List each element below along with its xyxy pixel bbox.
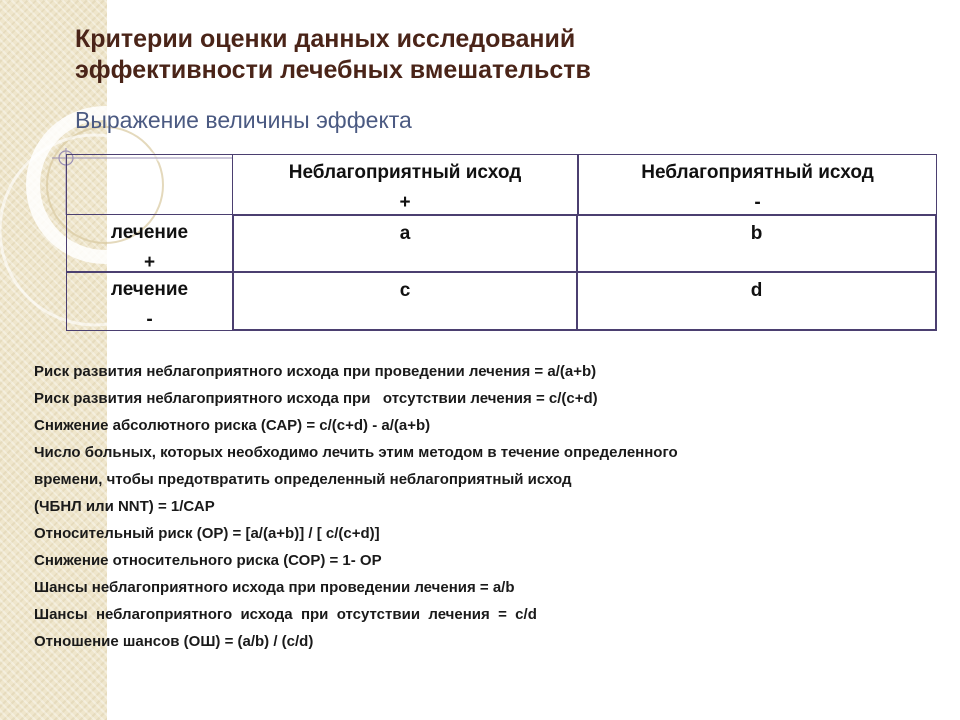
row-2-label-line-2: - [146, 309, 153, 330]
formula-line: Риск развития неблагоприятного исхода при проведении лечения = a/(a+b) [34, 363, 597, 380]
formula-line: времени, чтобы предотвратить определенный неблагоприятный исход [34, 471, 572, 488]
cell-b-value: b [750, 223, 763, 244]
formula-line: Отношение шансов (ОШ) = (a/b) / (c/d) [34, 633, 314, 650]
formula-line: Шансы неблагоприятного исхода при проведении лечения = a/b [34, 579, 515, 596]
title-line-2: эффективности лечебных вмешательств [75, 56, 591, 84]
formula-line: Шансы неблагоприятного исхода при отсутствии лечения = c/d [34, 606, 537, 623]
slide-subtitle: Выражение величины эффекта [75, 107, 412, 133]
header-2-line-2: - [754, 192, 761, 213]
table-frame-left-line [66, 154, 67, 214]
row-2-label-line-1: лечение [110, 279, 189, 300]
row-1-label-line-2: + [143, 252, 156, 273]
table-cell-c [232, 271, 578, 331]
cell-d-value: d [750, 280, 763, 301]
formula-line: Риск развития неблагоприятного исхода при отсутствии лечения = c/(c+d) [34, 390, 598, 407]
table-header-cell-1 [232, 154, 578, 216]
cell-c-value: c [399, 280, 411, 301]
formula-line: Число больных, которых необходимо лечить этим методом в течение определенного [34, 444, 678, 461]
table-header-cell-2 [578, 154, 937, 216]
table-row-label-2 [66, 271, 233, 331]
table-cell-b [576, 214, 937, 273]
formula-line: Снижение относительного риска (СОР) = 1- ОР [34, 552, 382, 569]
formula-list [34, 358, 914, 655]
row-1-label-line-1: лечение [110, 222, 189, 243]
table-cell-d [576, 271, 937, 331]
formula-line: Относительный риск (ОР) = [a/(a+b)] / [ c/(c+d)] [34, 525, 380, 542]
formula-line: Снижение абсолютного риска (САР) = c/(c+d) - a/(a+b) [34, 417, 431, 434]
header-1-line-1: Неблагоприятный исход [288, 162, 522, 183]
header-1-line-2: + [399, 192, 411, 213]
table-frame-top-line [66, 154, 232, 155]
formula-line: (ЧБНЛ или NNT) = 1/САР [34, 498, 215, 515]
header-2-line-1: Неблагоприятный исход [641, 162, 874, 183]
table-cell-a [232, 214, 578, 273]
title-line-1: Критерии оценки данных исследований [75, 25, 576, 53]
cell-a-value: a [399, 223, 411, 244]
table-row-label-1 [66, 214, 233, 273]
slide-title [75, 24, 935, 86]
